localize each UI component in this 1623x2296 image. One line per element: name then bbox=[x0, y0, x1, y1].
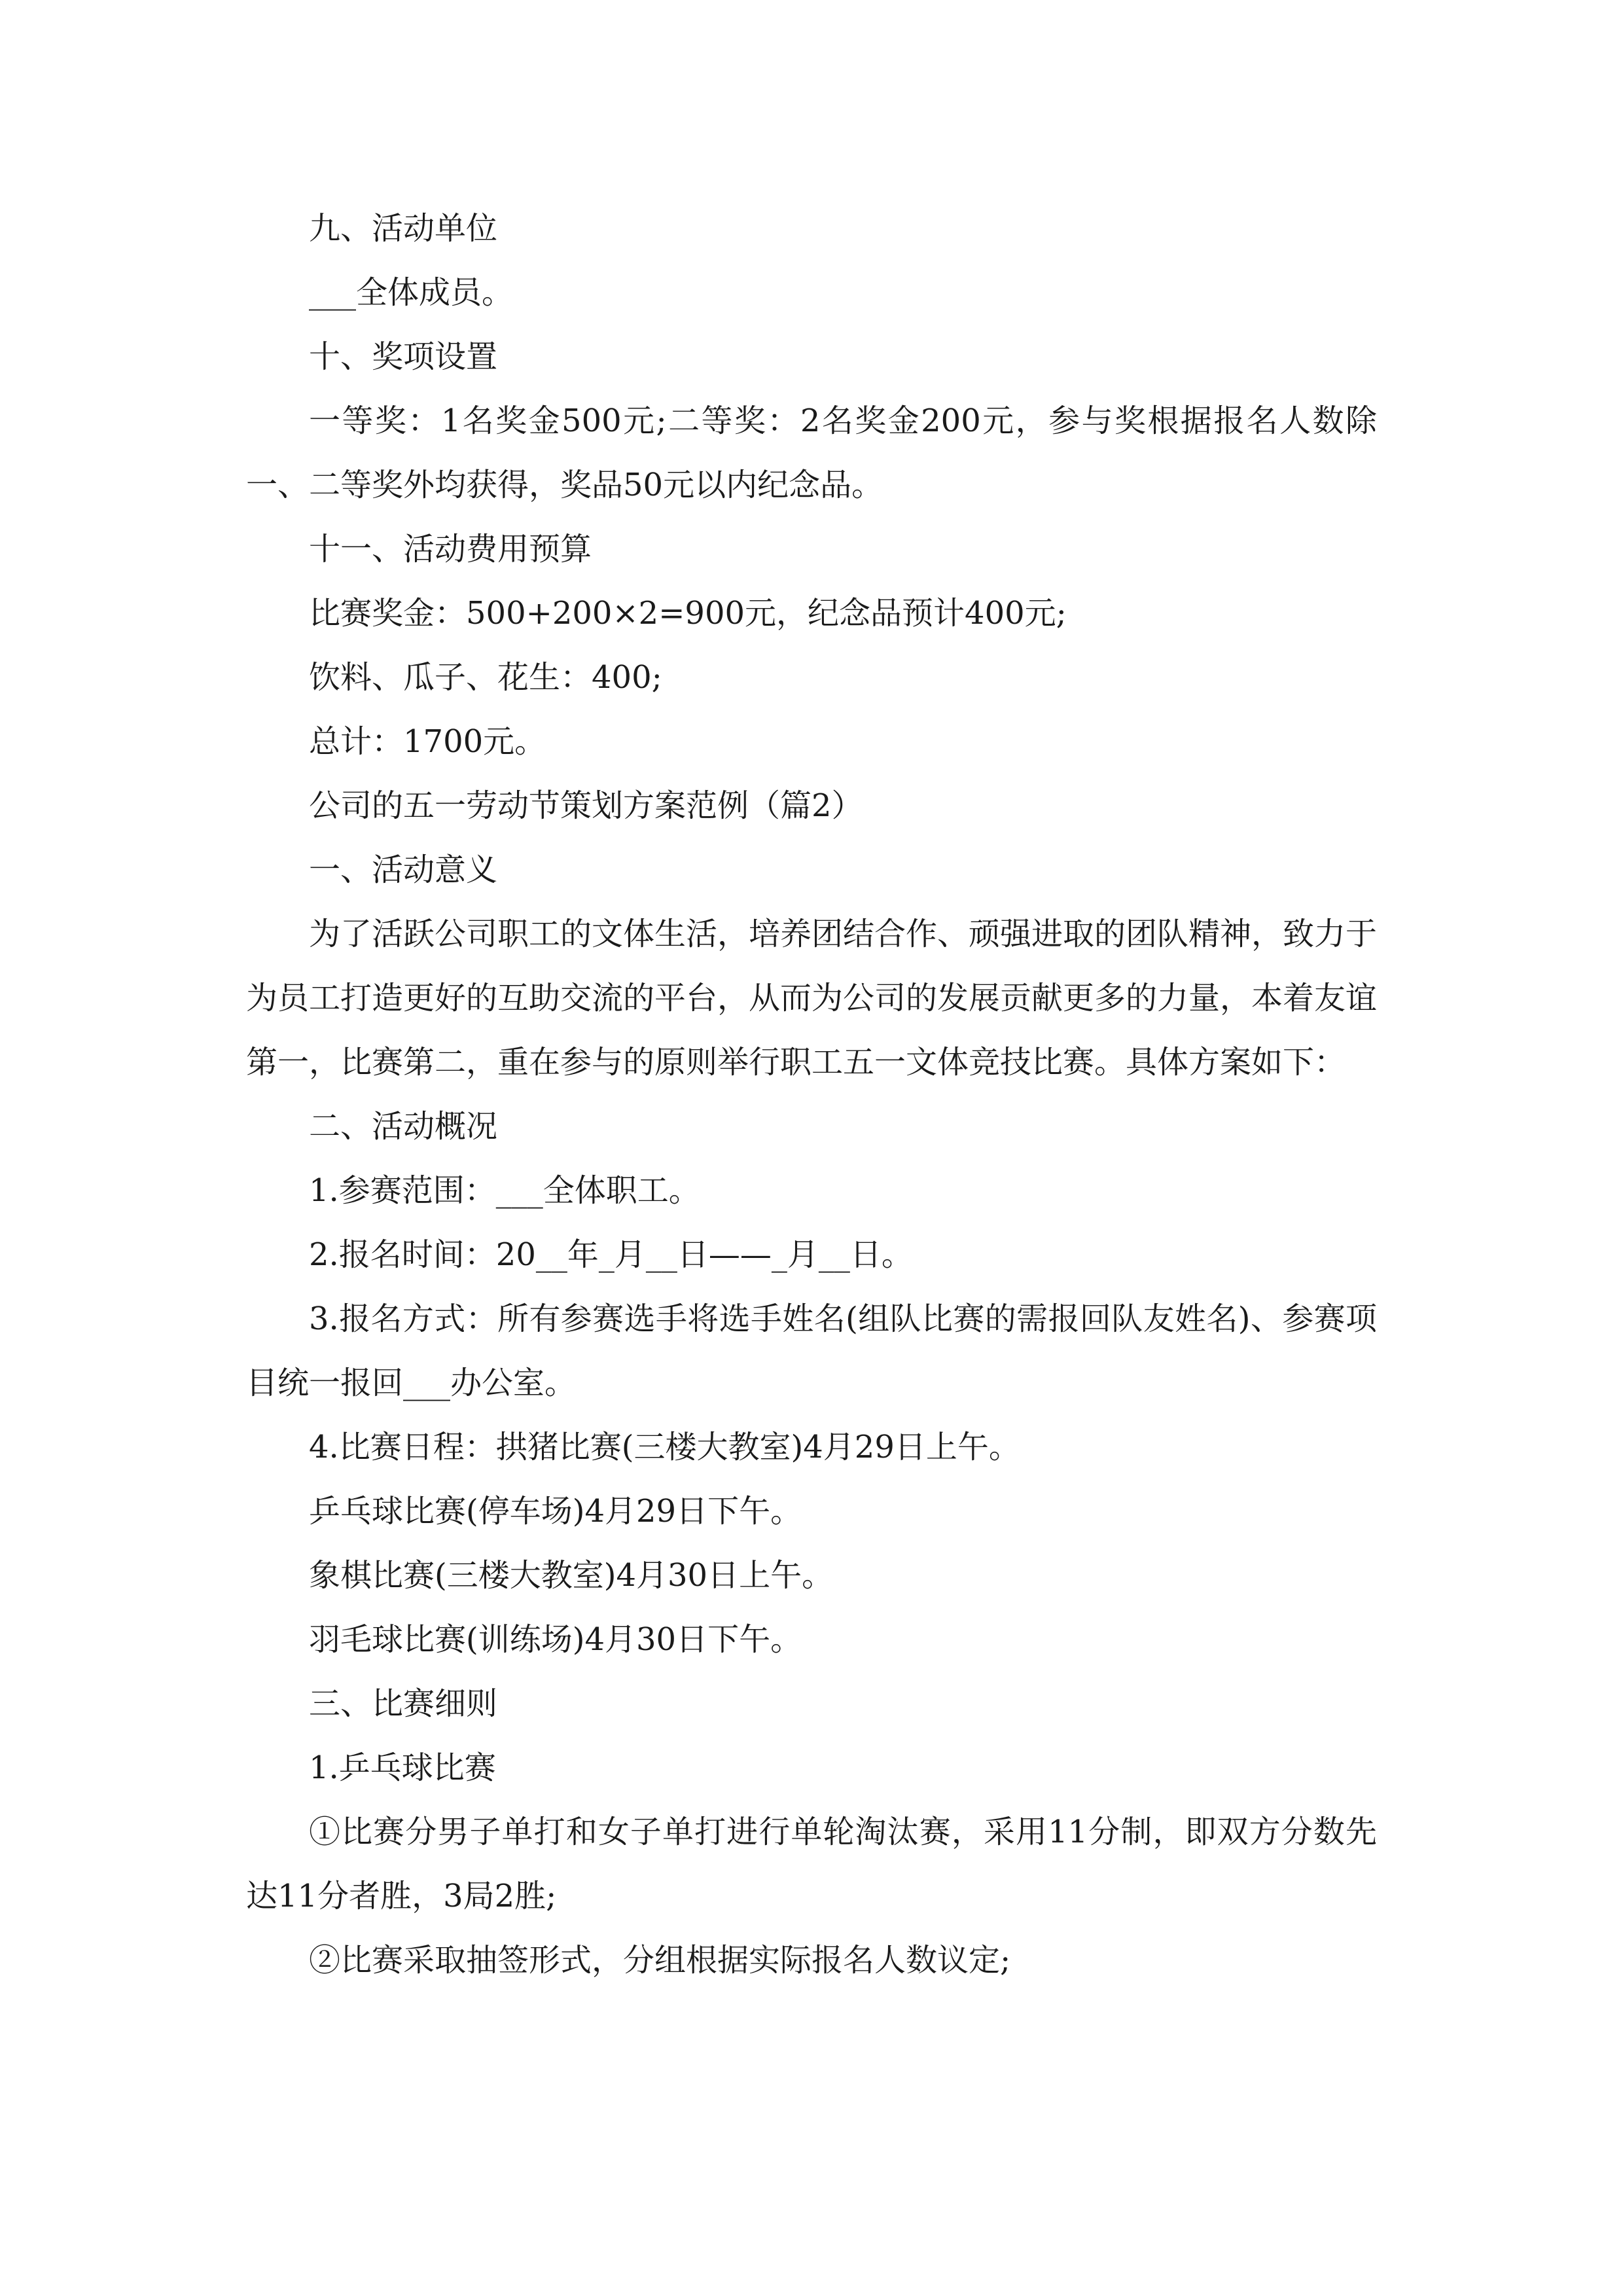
document-body bbox=[246, 196, 1377, 1992]
section-heading: 十一、活动费用预算 bbox=[309, 531, 592, 567]
paragraph: 总计：1700元。 bbox=[309, 723, 546, 760]
paragraph: 比赛奖金：500+200×2=900元，纪念品预计400元; bbox=[309, 595, 1067, 632]
paragraph: 2.报名时间：20__年_月__日——_月__日。 bbox=[309, 1236, 913, 1273]
document-subtitle: 公司的五一劳动节策划方案范例（篇2） bbox=[309, 787, 863, 824]
paragraph: ___全体成员。 bbox=[309, 274, 514, 311]
paragraph: 一等奖：1名奖金500元;二等奖：2名奖金200元，参与奖根据报名人数除一、二等奖外均获得，奖品50元以内纪念品。 bbox=[246, 403, 1377, 503]
subsection-heading: 1.乒乓球比赛 bbox=[309, 1749, 496, 1786]
paragraph: 象棋比赛(三楼大教室)4月30日上午。 bbox=[309, 1557, 834, 1594]
section-heading: 三、比赛细则 bbox=[309, 1685, 498, 1722]
paragraph: 饮料、瓜子、花生：400; bbox=[309, 659, 662, 696]
paragraph: 为了活跃公司职工的文体生活，培养团结合作、顽强进取的团队精神，致力于为员工打造更好的互助交流的平台，从而为公司的发展贡献更多的力量，本着友谊第一，比赛第二，重在参与的原则举行职工五一文体竞技比赛。具体方案如下： bbox=[246, 916, 1378, 1081]
section-heading: 十、奖项设置 bbox=[309, 338, 498, 375]
section-heading: 一、活动意义 bbox=[309, 852, 498, 888]
paragraph: 1.参赛范围：___全体职工。 bbox=[309, 1172, 700, 1209]
section-heading: 二、活动概况 bbox=[309, 1108, 498, 1145]
paragraph: 羽毛球比赛(训练场)4月30日下午。 bbox=[309, 1621, 802, 1658]
section-heading: 九、活动单位 bbox=[309, 210, 498, 247]
paragraph: 4.比赛日程：拱猪比赛(三楼大教室)4月29日上午。 bbox=[309, 1429, 1020, 1465]
paragraph: ②比赛采取抽签形式，分组根据实际报名人数议定; bbox=[309, 1942, 1011, 1979]
paragraph: ①比赛分男子单打和女子单打进行单轮淘汰赛，采用11分制，即双方分数先达11分者胜，3局2胜; bbox=[246, 1814, 1377, 1914]
paragraph: 乒乓球比赛(停车场)4月29日下午。 bbox=[309, 1493, 802, 1530]
paragraph: 3.报名方式：所有参赛选手将选手姓名(组队比赛的需报回队友姓名)、参赛项目统一报回___办公室。 bbox=[246, 1300, 1377, 1401]
